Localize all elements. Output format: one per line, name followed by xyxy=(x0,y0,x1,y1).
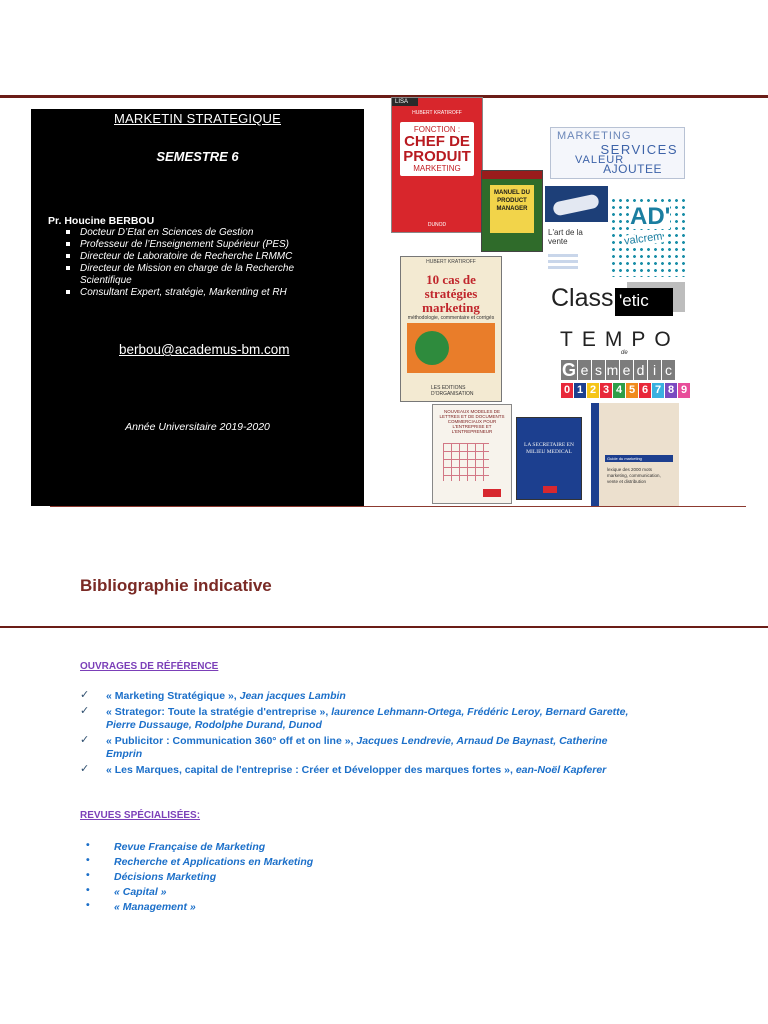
panel-underline xyxy=(50,506,746,507)
cover-title-main: CHEF DE PRODUIT xyxy=(403,133,471,165)
semester-label: SEMESTRE 6 xyxy=(156,149,239,164)
course-title-panel xyxy=(31,109,364,506)
digit-tile: 2 xyxy=(587,383,599,398)
list-item: • Décisions Marketing xyxy=(86,870,313,885)
publisher-badge: LISA xyxy=(392,98,418,106)
publisher-badge xyxy=(483,489,501,497)
digit-tile: 4 xyxy=(613,383,625,398)
book-cover-manuel xyxy=(481,170,543,252)
list-item: • Recherche et Applications en Marketing xyxy=(86,855,313,870)
logo-letter: c xyxy=(662,360,675,380)
cover-title: NOUVEAUX MODELES DE LETTRES ET DE DOCUMENTS COMMERCIAUX POUR L'ENTREPRISE ET L'ENTREPRENEUR xyxy=(439,409,505,434)
logo-text: MARKETING xyxy=(557,130,632,142)
list-item xyxy=(80,690,640,703)
cover-subtitle: méthodologie, commentaire et corrigés xyxy=(407,315,495,321)
digit-tile: 8 xyxy=(665,383,677,398)
list-item: • « Capital » xyxy=(86,885,313,900)
logo-letter: i xyxy=(648,360,661,380)
book-authors: laurence Lehmann-Ortega, Frédéric Leroy, Bernard Garette, Pierre Dussauge, Rodolphe Durand, Dunod xyxy=(106,706,629,731)
digit-tile: 5 xyxy=(626,383,638,398)
book-title: « Les Marques, capital de l'entreprise : Créer et Développer des marques fortes », xyxy=(106,764,513,776)
check-icon: ✓ xyxy=(80,689,90,701)
check-icon: ✓ xyxy=(80,763,90,775)
book-cover-chef-produit xyxy=(391,97,483,233)
cover-title: MANUEL DU PRODUCT MANAGER xyxy=(490,185,534,233)
books-heading: OUVRAGES DE RÉFÉRENCE xyxy=(80,661,219,672)
tempo-de-label: de xyxy=(621,350,628,356)
marketing-services-logo xyxy=(550,127,685,179)
decorative-stripes xyxy=(548,254,578,270)
list-item xyxy=(80,735,640,761)
academic-year: Année Universitaire 2019-2020 xyxy=(125,421,270,433)
ad-valcrem-logo xyxy=(610,197,688,277)
course-title: MARKETIN STRATEGIQUE xyxy=(114,111,281,126)
handshake-image xyxy=(545,186,608,222)
publisher-badge xyxy=(543,486,557,493)
email-link[interactable]: berbou@academus-bm.com xyxy=(119,342,290,357)
digit-tile: 0 xyxy=(561,383,573,398)
book-title: « Strategor: Toute la stratégie d'entreprise », xyxy=(106,706,329,718)
tempo-logo: TEMPO xyxy=(560,328,680,351)
handshake-icon xyxy=(552,193,600,216)
cover-title: Guide du marketing xyxy=(605,455,673,462)
professor-name: Pr. Houcine BERBOU xyxy=(48,215,155,227)
list-item: • « Management » xyxy=(86,900,313,915)
book-authors: ean-Noël Kapferer xyxy=(512,764,607,776)
cover-title-line: MARKETING xyxy=(413,164,461,173)
reviews-heading: REVUES SPÉCIALISÉES: xyxy=(80,810,201,821)
top-divider xyxy=(0,95,768,98)
section-divider xyxy=(0,626,768,628)
logo-letter: e xyxy=(578,360,591,380)
logo-text: Class xyxy=(551,284,614,312)
credential-item: Professeur de l’Enseignement Supérieur (PES) xyxy=(61,239,341,251)
logo-letter: G xyxy=(561,360,576,380)
book-cover-dictionnaire xyxy=(591,403,679,506)
logo-letter: e xyxy=(620,360,633,380)
logo-text: valcrem xyxy=(623,230,664,248)
credentials-list xyxy=(61,227,341,299)
credential-item: Directeur de Laboratoire de Recherche LRMMC xyxy=(61,251,341,263)
logo-letter: m xyxy=(606,362,619,378)
digit-tile: 9 xyxy=(678,383,690,398)
book-title: « Publicitor : Communication 360° off et on line », xyxy=(106,735,354,747)
cover-title-line: FONCTION : xyxy=(413,125,461,134)
digit-tile: 3 xyxy=(600,383,612,398)
cover-circle xyxy=(415,331,449,365)
list-item: • Revue Française de Marketing xyxy=(86,840,313,855)
cover-title xyxy=(400,122,474,176)
books-list xyxy=(80,690,640,780)
section-title: Bibliographie indicative xyxy=(80,576,272,595)
book-cover-modeles-lettres xyxy=(432,404,512,504)
logo-letter: s xyxy=(592,360,605,380)
digit-tile: 6 xyxy=(639,383,651,398)
list-item xyxy=(80,706,640,732)
cover-publisher: DUNOD xyxy=(427,222,447,228)
digit-tile: 1 xyxy=(574,383,586,398)
book-authors: Jean jacques Lambin xyxy=(236,690,346,702)
cover-author: HUBERT KRATIROFF xyxy=(426,259,476,265)
logo-letter: d xyxy=(634,360,647,380)
credential-item: Docteur D’Etat en Sciences de Gestion xyxy=(61,227,341,239)
cover-title: LA SECRETAIRE EN MILIEU MEDICAL xyxy=(524,442,574,455)
classetic-logo xyxy=(551,282,686,318)
cover-title: 10 cas de stratégies marketing xyxy=(422,272,480,315)
digit-tile: 7 xyxy=(652,383,664,398)
art-de-la-vente-label: L'art de la vente xyxy=(548,228,583,246)
gesmedic-logo xyxy=(561,360,675,380)
logo-text: SERVICES xyxy=(600,142,678,157)
book-title: « Marketing Stratégique », xyxy=(106,690,237,702)
book-authors: Jacques Lendrevie, Arnaud De Baynast, Catherine Emprin xyxy=(106,735,608,760)
cover-publisher: LES EDITIONS D'ORGANISATION xyxy=(431,385,474,397)
credential-item: Directeur de Mission en charge de la Recherche Scientifique xyxy=(61,263,341,287)
cover-illustration xyxy=(443,443,489,481)
list-item xyxy=(80,764,640,777)
cover-author: HUBERT KRATIROFF xyxy=(412,110,462,116)
book-cover-10-cas xyxy=(400,256,502,402)
digits-strip xyxy=(561,383,690,398)
logo-text: VALEUR xyxy=(575,154,625,166)
check-icon: ✓ xyxy=(80,734,90,746)
book-cover-secretaire xyxy=(516,417,582,500)
logo-text: AJOUTEE xyxy=(603,162,662,176)
cover-subtitle: lexique des 2000 mots marketing, communication, vente et distribution xyxy=(607,467,661,484)
credential-item: Consultant Expert, stratégie, Markenting et RH xyxy=(61,287,341,299)
cover-illustration xyxy=(407,323,495,373)
check-icon: ✓ xyxy=(80,705,90,717)
cover-band xyxy=(482,171,542,179)
logo-text: 'etic xyxy=(619,291,649,310)
logo-text: AD' xyxy=(630,203,671,230)
reviews-list xyxy=(86,840,313,915)
